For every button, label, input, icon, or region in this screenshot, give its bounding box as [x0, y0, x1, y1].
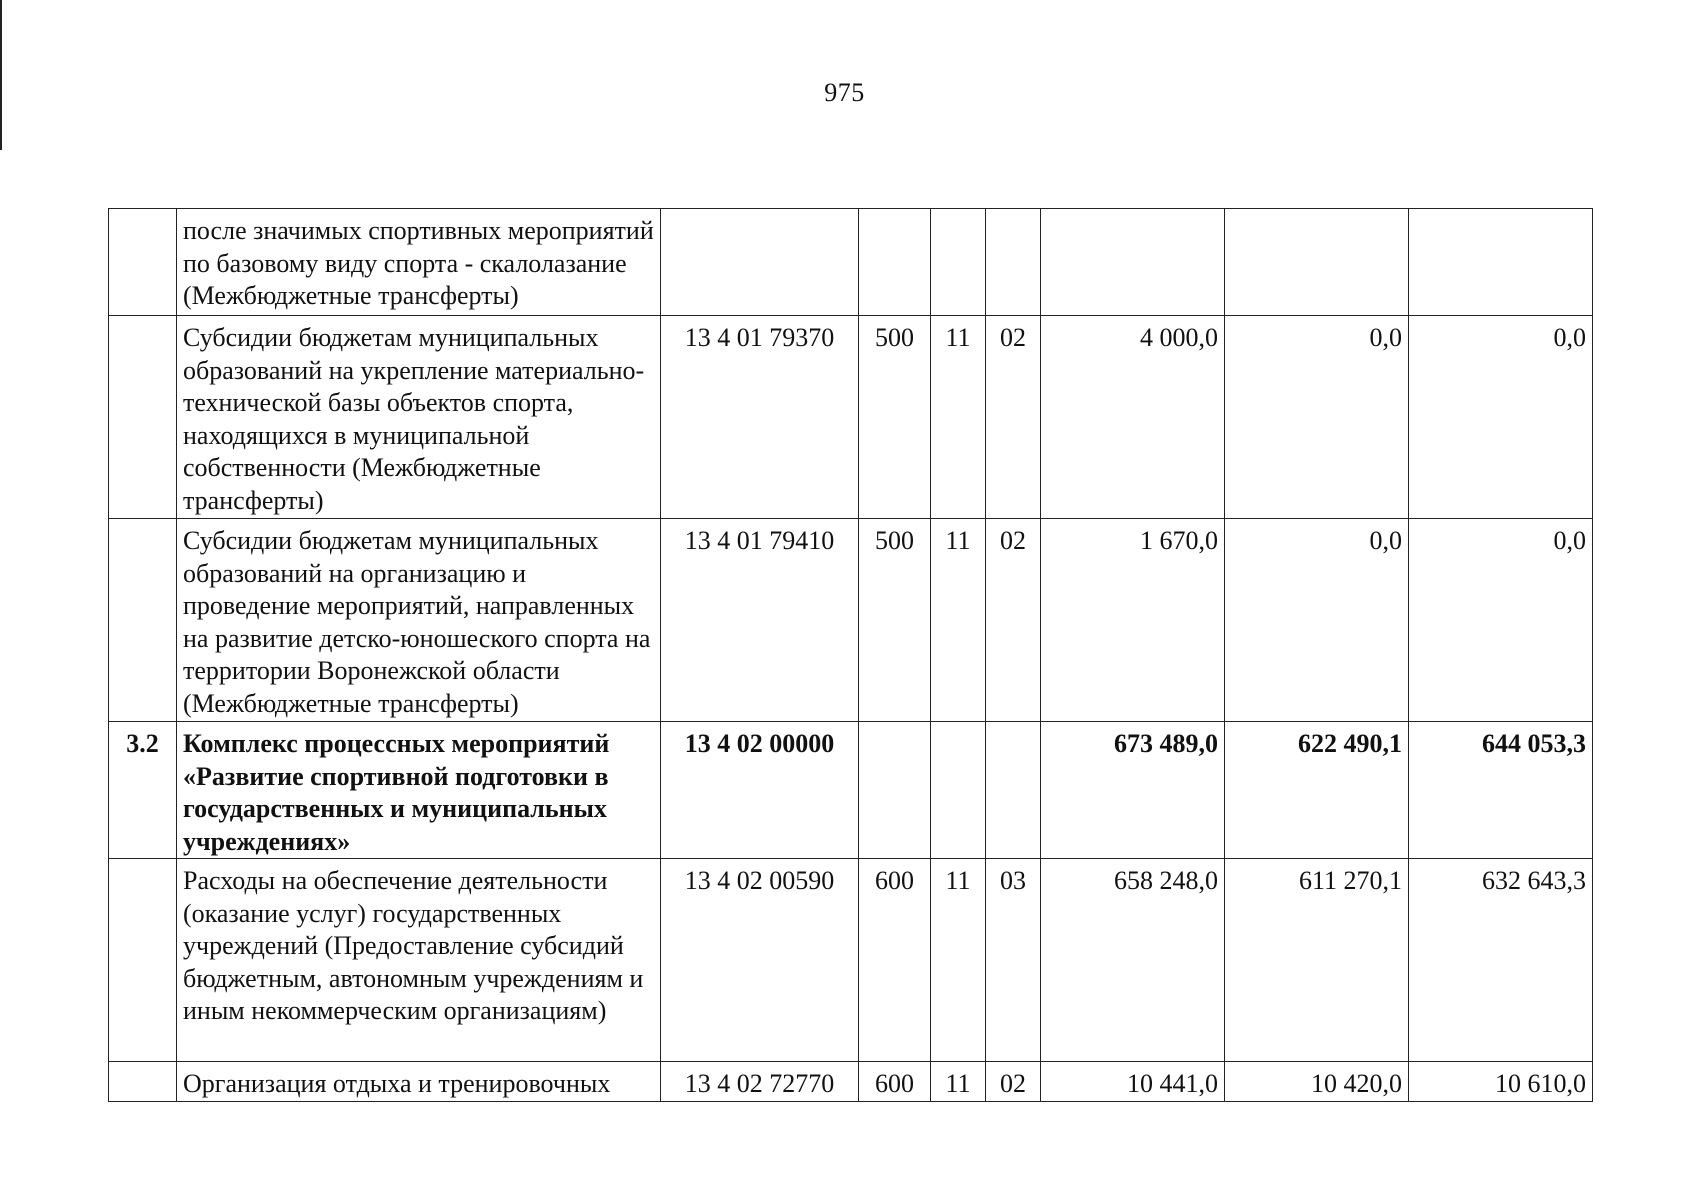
row-year1-amount-cell: 658 248,0 [1041, 859, 1225, 1062]
row-pr-cell: 03 [986, 859, 1041, 1062]
row-code-cell: 13 4 02 00590 [661, 859, 859, 1062]
row-vr-cell [859, 209, 931, 316]
row-pr-cell: 02 [986, 519, 1041, 722]
row-year3-amount-cell [1409, 209, 1593, 316]
row-name-cell: Субсидии бюджетам муниципальных образований на организацию и проведение мероприятий, направленных на развитие детско-юношеского спорта на территории Воронежской области (Межбюджетные трансферты) [177, 519, 661, 722]
row-year3-amount-cell: 0,0 [1409, 519, 1593, 722]
row-rz-cell [931, 209, 986, 316]
row-code-cell: 13 4 01 79410 [661, 519, 859, 722]
budget-table [108, 208, 1593, 1102]
row-number-cell [109, 209, 177, 316]
row-year2-amount-cell [1225, 209, 1409, 316]
row-year2-amount-cell: 611 270,1 [1225, 859, 1409, 1062]
row-rz-cell: 11 [931, 316, 986, 519]
row-pr-cell: 02 [986, 1062, 1041, 1102]
row-year3-amount-cell: 10 610,0 [1409, 1062, 1593, 1102]
section-vr-cell [859, 722, 931, 859]
row-vr-cell: 500 [859, 316, 931, 519]
section-row [109, 722, 1593, 859]
row-code-cell [661, 209, 859, 316]
row-number-cell [109, 1062, 177, 1102]
row-vr-cell: 500 [859, 519, 931, 722]
row-year1-amount-cell [1041, 209, 1225, 316]
section-year1-amount-cell: 673 489,0 [1041, 722, 1225, 859]
row-year2-amount-cell: 10 420,0 [1225, 1062, 1409, 1102]
row-code-cell: 13 4 02 72770 [661, 1062, 859, 1102]
row-number-cell [109, 316, 177, 519]
row-vr-cell: 600 [859, 859, 931, 1062]
row-name-cell: Расходы на обеспечение деятельности (оказание услуг) государственных учреждений (Предоставление субсидий бюджетным, автономным учреждениям и иным некоммерческим организациям) [177, 859, 661, 1062]
row-year2-amount-cell: 0,0 [1225, 316, 1409, 519]
table-row [109, 316, 1593, 519]
section-code-cell: 13 4 02 00000 [661, 722, 859, 859]
scan-border-line [0, 0, 2, 150]
table-row [109, 209, 1593, 316]
section-name-cell: Комплекс процессных мероприятий «Развитие спортивной подготовки в государственных и муниципальных учреждениях» [177, 722, 661, 859]
row-year2-amount-cell: 0,0 [1225, 519, 1409, 722]
row-name-cell: Организация отдыха и тренировочных [177, 1062, 661, 1102]
row-number-cell [109, 519, 177, 722]
row-code-cell: 13 4 01 79370 [661, 316, 859, 519]
row-rz-cell: 11 [931, 859, 986, 1062]
section-rz-cell [931, 722, 986, 859]
row-pr-cell: 02 [986, 316, 1041, 519]
row-vr-cell: 600 [859, 1062, 931, 1102]
row-year3-amount-cell: 0,0 [1409, 316, 1593, 519]
section-pr-cell [986, 722, 1041, 859]
section-year3-amount-cell: 644 053,3 [1409, 722, 1593, 859]
row-rz-cell: 11 [931, 519, 986, 722]
page-number: 975 [824, 78, 865, 107]
row-year1-amount-cell: 10 441,0 [1041, 1062, 1225, 1102]
table-row [109, 1062, 1593, 1102]
table-row [109, 519, 1593, 722]
row-number-cell [109, 859, 177, 1062]
section-number-cell: 3.2 [109, 722, 177, 859]
section-year2-amount-cell: 622 490,1 [1225, 722, 1409, 859]
row-name-cell: Субсидии бюджетам муниципальных образований на укрепление материально-технической базы объектов спорта, находящихся в муниципальной собственности (Межбюджетные трансферты) [177, 316, 661, 519]
row-rz-cell: 11 [931, 1062, 986, 1102]
row-pr-cell [986, 209, 1041, 316]
row-year1-amount-cell: 1 670,0 [1041, 519, 1225, 722]
row-name-cell: после значимых спортивных мероприятий по базовому виду спорта - скалолазание (Межбюджетные трансферты) [177, 209, 661, 316]
row-year1-amount-cell: 4 000,0 [1041, 316, 1225, 519]
table-row [109, 859, 1593, 1062]
row-year3-amount-cell: 632 643,3 [1409, 859, 1593, 1062]
